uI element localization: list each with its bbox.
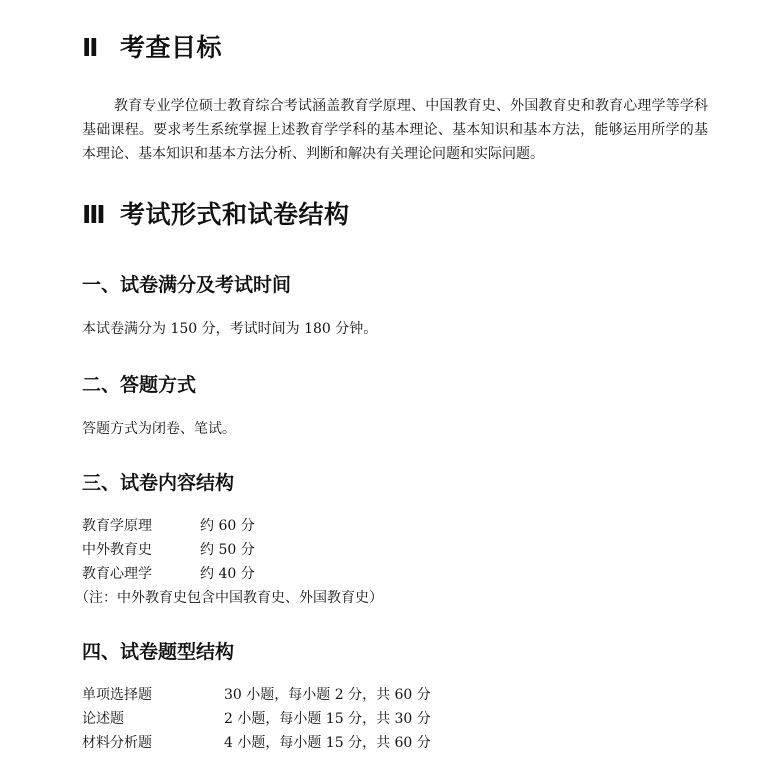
section-2-title: 考查目标 (120, 33, 223, 62)
question-type-row (82, 731, 431, 755)
objectives-paragraph: 教育专业学位硕士教育综合考试涵盖教育学原理、中国教育史、外国教育史和教育心理学等学科基础课程。要求考生系统掌握上述教育学学科的基本理论、基本知识和基本方法，能够运用所学的基本理论、基本知识和基本方法分析、判断和解决有关理论问题和实际问题。 (82, 98, 708, 162)
question-type: 材料分析题 (82, 735, 152, 751)
section-2-heading (82, 33, 222, 63)
content-structure-note: （注：中外教育史包含中国教育史、外国教育史） (75, 590, 383, 606)
content-structure-row (82, 514, 383, 538)
section-2-numeral: Ⅱ (82, 33, 99, 62)
part-2-heading: 二、答题方式 (82, 374, 197, 396)
subject-score: 约 60 分 (200, 518, 255, 534)
part-4-heading: 四、试卷题型结构 (82, 641, 235, 663)
part-1-heading: 一、试卷满分及考试时间 (82, 274, 292, 296)
subject-name: 教育学原理 (82, 518, 152, 534)
content-structure-list (75, 514, 383, 610)
content-structure-row (82, 562, 383, 586)
part-2-text: 答题方式为闭卷、笔试。 (82, 421, 236, 437)
subject-score: 约 40 分 (200, 566, 255, 582)
question-detail: 2 小题，每小题 15 分，共 30 分 (224, 711, 431, 727)
subject-name: 中外教育史 (82, 542, 152, 558)
section-3-heading (82, 200, 350, 230)
content-structure-row (82, 538, 383, 562)
subject-score: 约 50 分 (200, 542, 255, 558)
section-3-title: 考试形式和试卷结构 (120, 200, 350, 229)
question-type-row (82, 707, 431, 731)
question-detail: 30 小题，每小题 2 分，共 60 分 (224, 687, 431, 703)
section-2-body (82, 94, 708, 166)
part-1-text: 本试卷满分为 150 分，考试时间为 180 分钟。 (82, 321, 378, 337)
subject-name: 教育心理学 (82, 566, 152, 582)
question-type-list (82, 683, 431, 755)
question-detail: 4 小题，每小题 15 分，共 60 分 (224, 735, 431, 751)
section-3-numeral: Ⅲ (82, 200, 107, 229)
question-type-row (82, 683, 431, 707)
question-type: 论述题 (82, 711, 124, 727)
part-3-heading: 三、试卷内容结构 (82, 472, 235, 494)
question-type: 单项选择题 (82, 687, 152, 703)
